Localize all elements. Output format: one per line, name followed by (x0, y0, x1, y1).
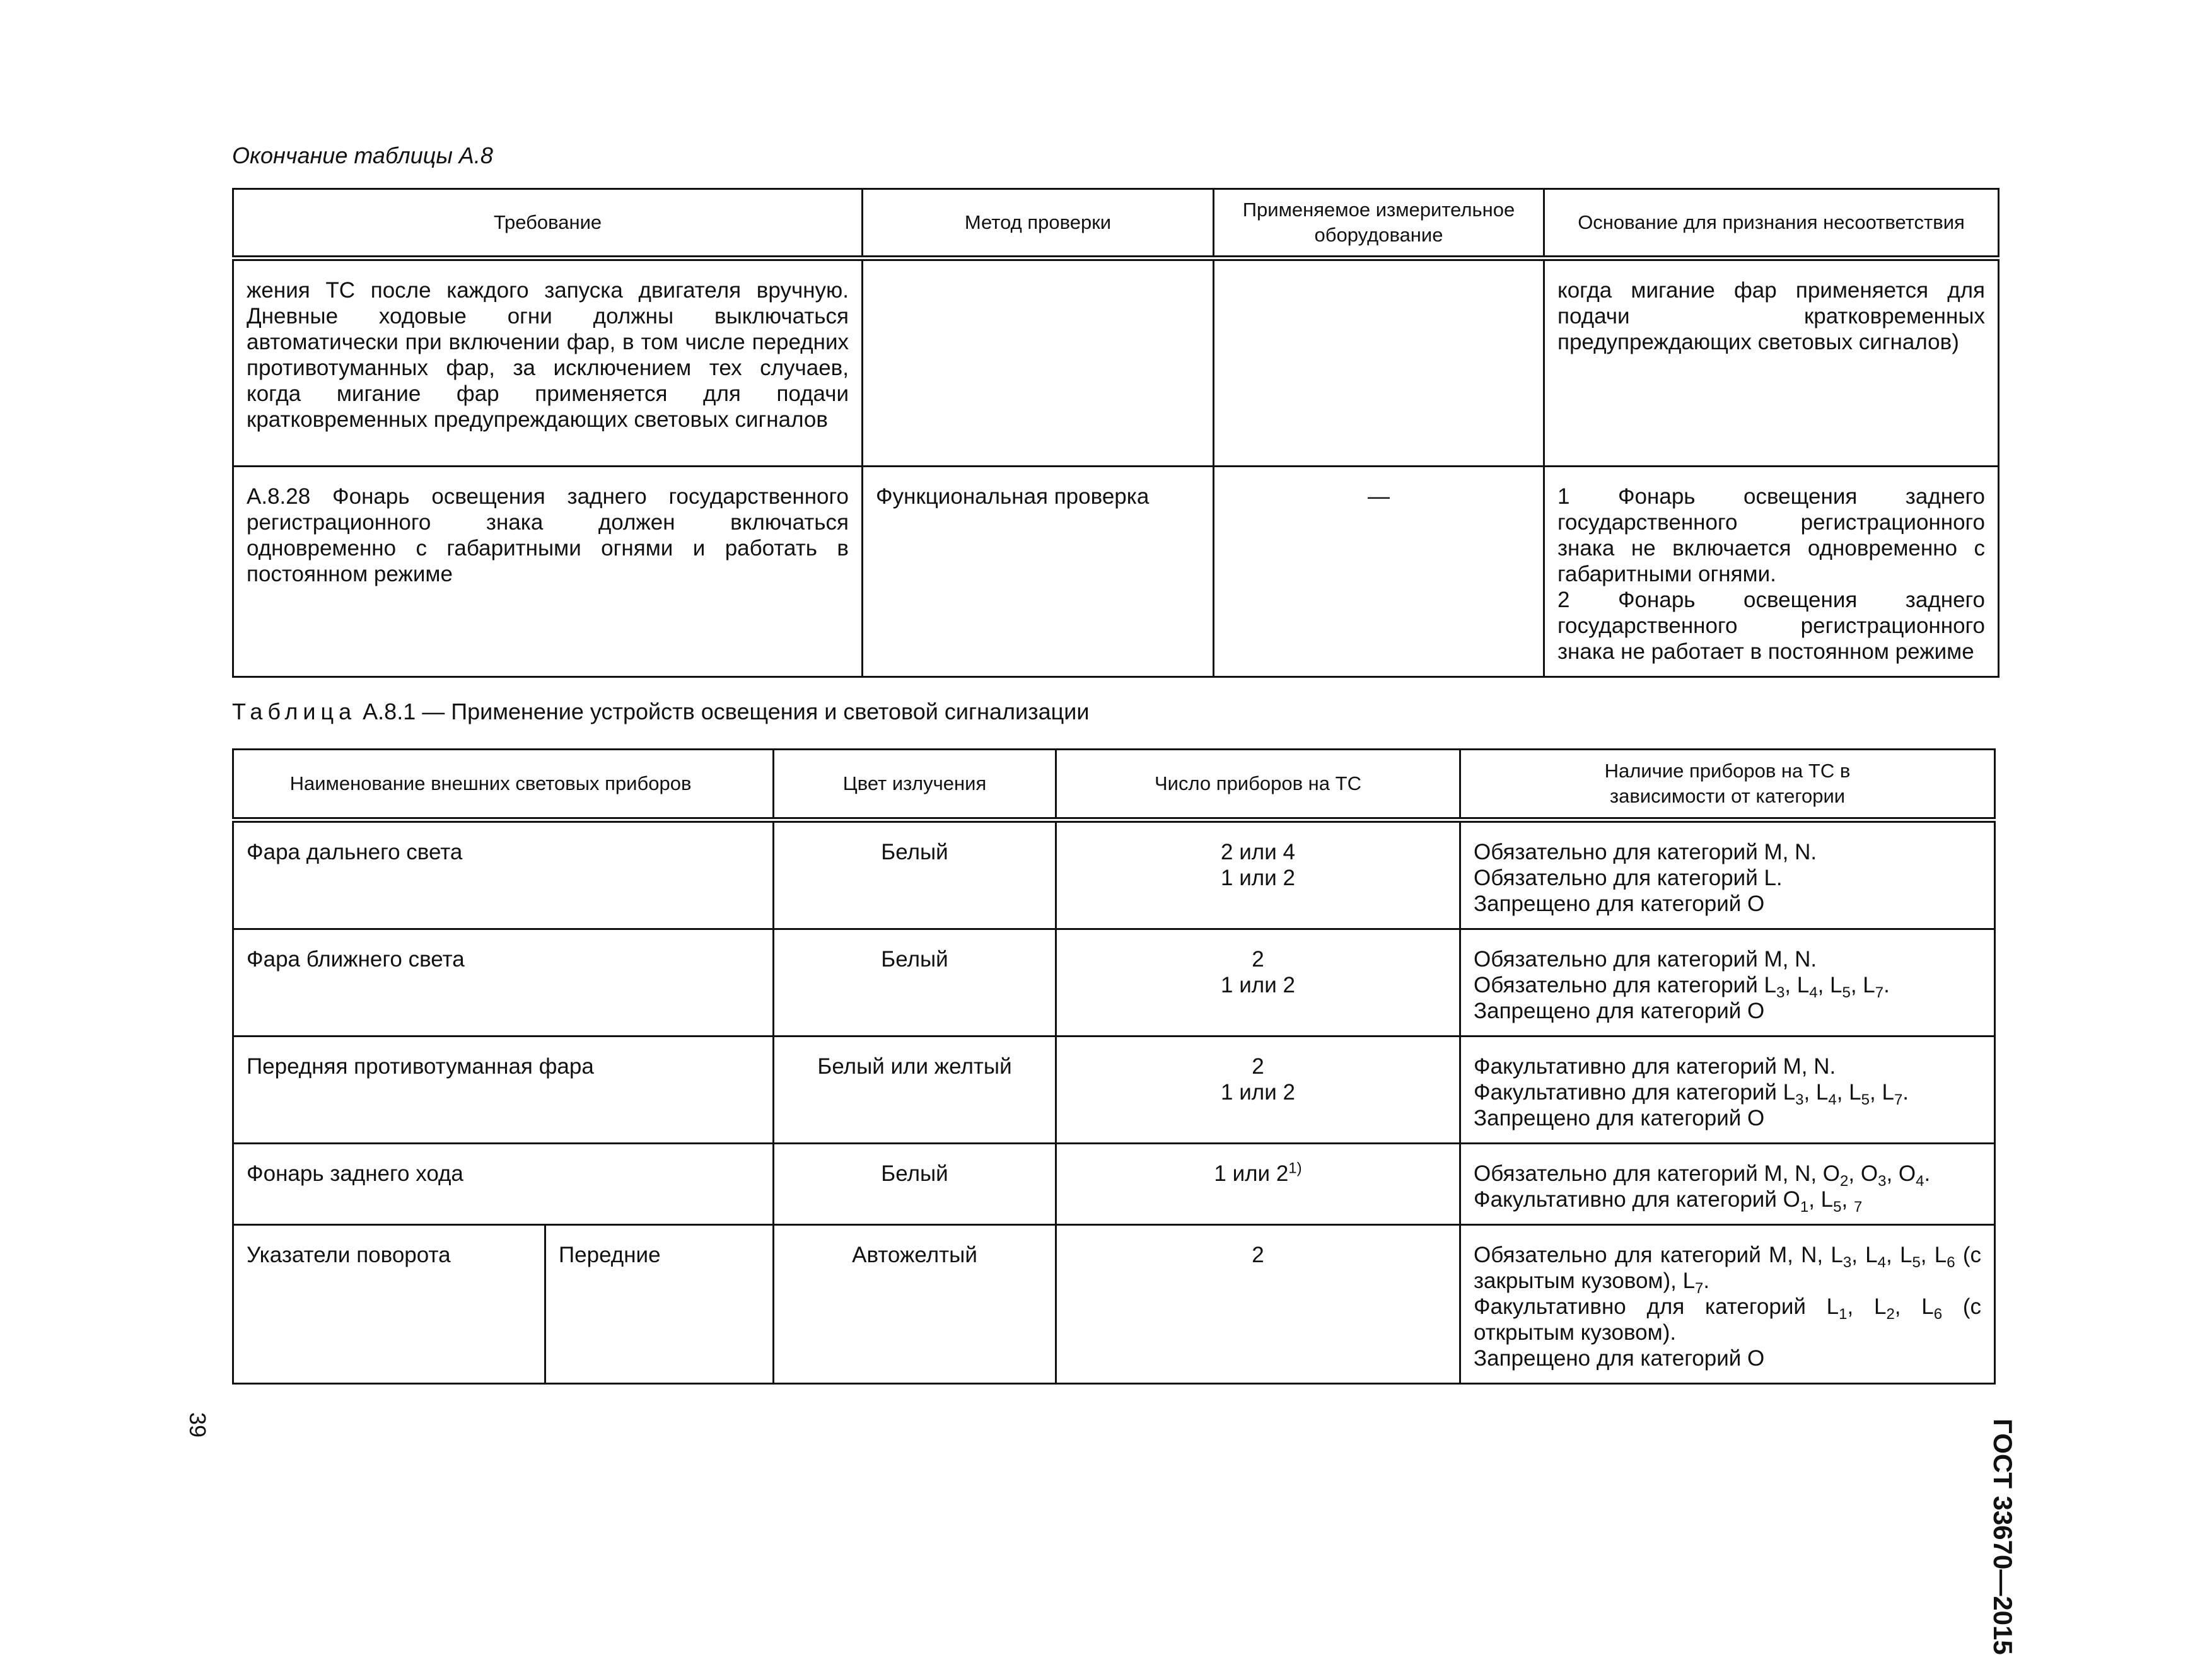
page-number: 39 (185, 1412, 211, 1438)
count-line: 1 или 2 (1221, 866, 1295, 890)
presence-line: Обязательно для категорий M, N, $O_2$, $O_3$, $O_4$. (1474, 1161, 1931, 1190)
presence-line: Факультативно для категорий $L_1$, $L_2$, $L_6$ (с открытым кузовом). (1474, 1294, 1981, 1345)
basis-cell (1544, 467, 1999, 677)
count-line: 2 (1252, 1054, 1264, 1079)
device-name-cell: Указатели поворота (233, 1225, 545, 1384)
color-cell: Белый или желтый (774, 1037, 1056, 1144)
device-subname-cell: Передние (545, 1225, 774, 1384)
document-standard-title: ГОСТ 33670—2015 (1988, 1419, 2018, 1655)
presence-line: Запрещено для категорий O (1474, 999, 1765, 1023)
requirement-cell: жения ТС после каждого запуска двигателя вручную. Дневные ходовые огни должны выключаться автоматически при включении фар, в том числе передних противотуманных фар, за исключением тех случаев, когда мигание фар применяется для подачи кратковременных предупреждающих световых сигналов (233, 258, 863, 467)
device-name-cell: Фара ближнего света (233, 929, 774, 1037)
presence-cell (1460, 820, 1995, 929)
device-name-cell: Фонарь заднего хода (233, 1144, 774, 1225)
header-method: Метод проверки (863, 189, 1214, 258)
header-equipment: Применяемое измерительное оборудование (1214, 189, 1544, 258)
color-cell: Белый (774, 929, 1056, 1037)
method-cell: Функциональная проверка (863, 467, 1214, 677)
footnote-mark: 1) (1288, 1159, 1302, 1177)
presence-line: Факультативно для категорий $O_1$, $L_5$, $_7$ (1474, 1187, 1863, 1216)
count-cell: 2 (1056, 1225, 1460, 1384)
header-basis: Основание для признания несоответствия (1544, 189, 1999, 258)
color-cell: Автожелтый (774, 1225, 1056, 1384)
presence-line: Факультативно для категорий $L_3$, $L_4$, $L_5$, $L_7$. (1474, 1080, 1909, 1108)
equipment-cell: — (1214, 467, 1544, 677)
presence-line: Факультативно для категорий M, N. (1474, 1054, 1836, 1079)
presence-line: Запрещено для категорий O (1474, 891, 1765, 916)
count-line: 1 или 2 (1221, 1080, 1295, 1105)
header-count: Число приборов на ТС (1056, 750, 1460, 820)
table-a81 (232, 748, 1996, 1385)
count-cell (1056, 820, 1460, 929)
caption-prefix: Таблица (232, 699, 357, 724)
color-cell: Белый (774, 1144, 1056, 1225)
presence-line: Обязательно для категорий M, N. (1474, 840, 1817, 864)
presence-cell (1460, 929, 1995, 1037)
table-row (233, 929, 1995, 1037)
presence-line: Обязательно для категорий M, N. (1474, 947, 1817, 972)
presence-line: Обязательно для категорий M, N, $L_3$, $L_4$, $L_5$, $L_6$ (с закрытым кузовом), $L_7$. (1474, 1243, 1981, 1297)
basis-item-2: 2 Фонарь освещения заднего государственного регистрационного знака не работает в постоянном режиме (1557, 588, 1985, 664)
table-header-row (233, 750, 1995, 820)
header-color: Цвет излучения (774, 750, 1056, 820)
header-requirement: Требование (233, 189, 863, 258)
table-row (233, 1225, 1995, 1384)
caption-text: А.8.1 — Применение устройств освещения и световой сигнализации (363, 699, 1090, 724)
count-line: 2 или 4 (1221, 840, 1295, 864)
count-line: 1 или 2 (1221, 973, 1295, 997)
table-a8-end (232, 188, 2000, 678)
presence-cell (1460, 1144, 1995, 1225)
device-name-cell: Передняя противотуманная фара (233, 1037, 774, 1144)
presence-line: Запрещено для категорий O (1474, 1106, 1765, 1130)
requirement-cell: А.8.28 Фонарь освещения заднего государственного регистрационного знака должен включаться одновременно с габаритными огнями и работать в постоянном режиме (233, 467, 863, 677)
table-a81-caption (232, 699, 1090, 725)
header-presence: Наличие приборов на ТС в зависимости от категории (1460, 750, 1995, 820)
table-header-row (233, 189, 1999, 258)
method-cell (863, 258, 1214, 467)
table-row (233, 467, 1999, 677)
presence-line: Запрещено для категорий O (1474, 1346, 1765, 1371)
table-row (233, 1037, 1995, 1144)
device-name-cell: Фара дальнего света (233, 820, 774, 929)
table-continuation-caption: Окончание таблицы А.8 (232, 142, 493, 168)
header-device-name: Наименование внешних световых приборов (233, 750, 774, 820)
count-line: 2 (1252, 947, 1264, 972)
basis-item-1: 1 Фонарь освещения заднего государственного регистрационного знака не включается одновременно с габаритными огнями. (1557, 484, 1985, 586)
count-cell: 1 или 2$^{1)}$ (1056, 1144, 1460, 1225)
count-cell (1056, 1037, 1460, 1144)
presence-line: Обязательно для категорий L. (1474, 866, 1783, 890)
table-row (233, 1144, 1995, 1225)
presence-cell (1460, 1037, 1995, 1144)
equipment-cell (1214, 258, 1544, 467)
basis-cell: когда мигание фар применяется для подачи кратковременных предупреждающих световых сигналов) (1544, 258, 1999, 467)
presence-cell (1460, 1225, 1995, 1384)
count-cell (1056, 929, 1460, 1037)
color-cell: Белый (774, 820, 1056, 929)
presence-line: Обязательно для категорий $L_3$, $L_4$, $L_5$, $L_7$. (1474, 973, 1890, 1001)
table-row (233, 258, 1999, 467)
table-row (233, 820, 1995, 929)
